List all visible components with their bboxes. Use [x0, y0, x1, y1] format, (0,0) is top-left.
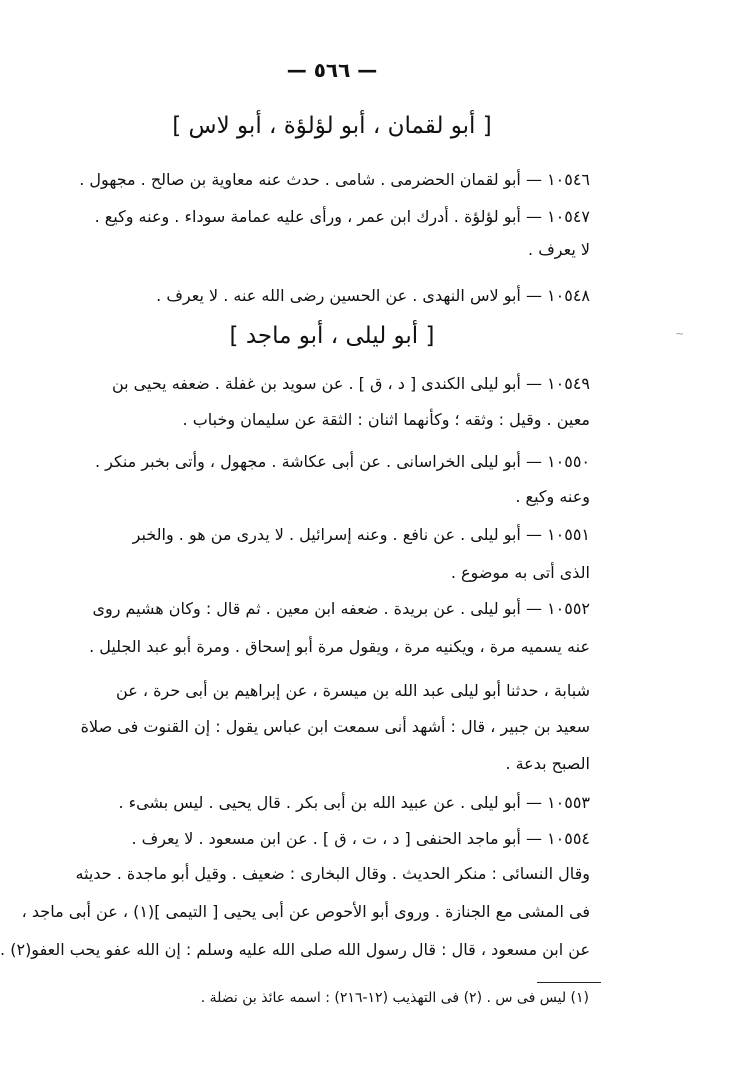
entry-line: لا يعرف .	[528, 240, 590, 259]
entry-line: ١٠٥٤٩ — أبو ليلى الكندى [ د ، ق ] . عن سويد بن غفلة . ضعفه يحيى بن	[111, 374, 590, 393]
entry-line: ١٠٥٤٨ — أبو لاس النهدى . عن الحسين رضى الله عنه . لا يعرف .	[156, 286, 590, 305]
entry-line: الذى أتى به موضوع .	[450, 563, 590, 582]
entry-line: وقال النسائى : منكر الحديث . وقال البخارى : ضعيف . وقيل أبو ماجدة . حديثه	[75, 864, 590, 883]
entry-line: فى المشى مع الجنازة . وروى أبو الأحوص عن أبى يحيى [ التيمى ](١) ، عن أبى ماجد ،	[21, 902, 590, 921]
footnote-divider	[537, 982, 601, 983]
entry-line: سعيد بن جبير ، قال : أشهد أنى سمعت ابن عباس يقول : إن القنوت فى صلاة	[80, 717, 590, 736]
entry-line: عنه يسميه مرة ، ويكنيه مرة ، ويقول مرة أبو إسحاق . ومرة أبو عبد الجليل .	[89, 637, 590, 656]
entry-line: الصبح بدعة .	[505, 754, 590, 773]
entry-line: شبابة ، حدثنا أبو ليلى عبد الله بن ميسرة ، عن إبراهيم بن أبى حرة ، عن	[116, 681, 590, 700]
entry-line: عن ابن مسعود ، قال : قال رسول الله صلى الله عليه وسلم : إن الله عفو يحب العفو(٢) .	[0, 940, 590, 959]
entry-line: ١٠٥٥٠ — أبو ليلى الخراسانى . عن أبى عكاشة . مجهول ، وأتى بخبر منكر .	[95, 452, 590, 471]
section-heading: [ أبو ليلى ، أبو ماجد ]	[229, 323, 435, 349]
entry-line: ١٠٥٤٧ — أبو لؤلؤة . أدرك ابن عمر ، ورأى عليه عمامة سوداء . وعنه وكيع .	[94, 207, 590, 226]
entry-line: ١٠٥٥٢ — أبو ليلى . عن بريدة . ضعفه ابن معين . ثم قال : وكان هشيم روى	[92, 599, 590, 618]
page-number: — ٥٦٦ —	[286, 58, 378, 82]
section-heading: [ أبو لقمان ، أبو لؤلؤة ، أبو لاس ]	[172, 113, 492, 139]
entry-line: ١٠٥٥١ — أبو ليلى . عن نافع . وعنه إسرائيل . لا يدرى من هو . والخبر	[132, 525, 590, 544]
entry-line: ١٠٥٥٤ — أبو ماجد الحنفى [ د ، ت ، ق ] . عن ابن مسعود . لا يعرف .	[131, 829, 590, 848]
footnote: (١) ليس فى س . (٢) فى التهذيب (١٢-٢١٦) : اسمه عائذ بن نضلة .	[200, 990, 589, 1006]
entry-line: ١٠٥٤٦ — أبو لقمان الحضرمى . شامى . حدث عنه معاوية بن صالح . مجهول .	[79, 170, 590, 189]
entry-line: معين . وقيل : وثقه ؛ وكأنهما اثنان : الثقة عن سليمان وخباب .	[182, 410, 590, 429]
entry-line: وعنه وكيع .	[515, 487, 590, 506]
entry-line: ١٠٥٥٣ — أبو ليلى . عن عبيد الله بن أبى بكر . قال يحيى . ليس بشىء .	[118, 793, 590, 812]
margin-mark: ~	[675, 327, 685, 340]
